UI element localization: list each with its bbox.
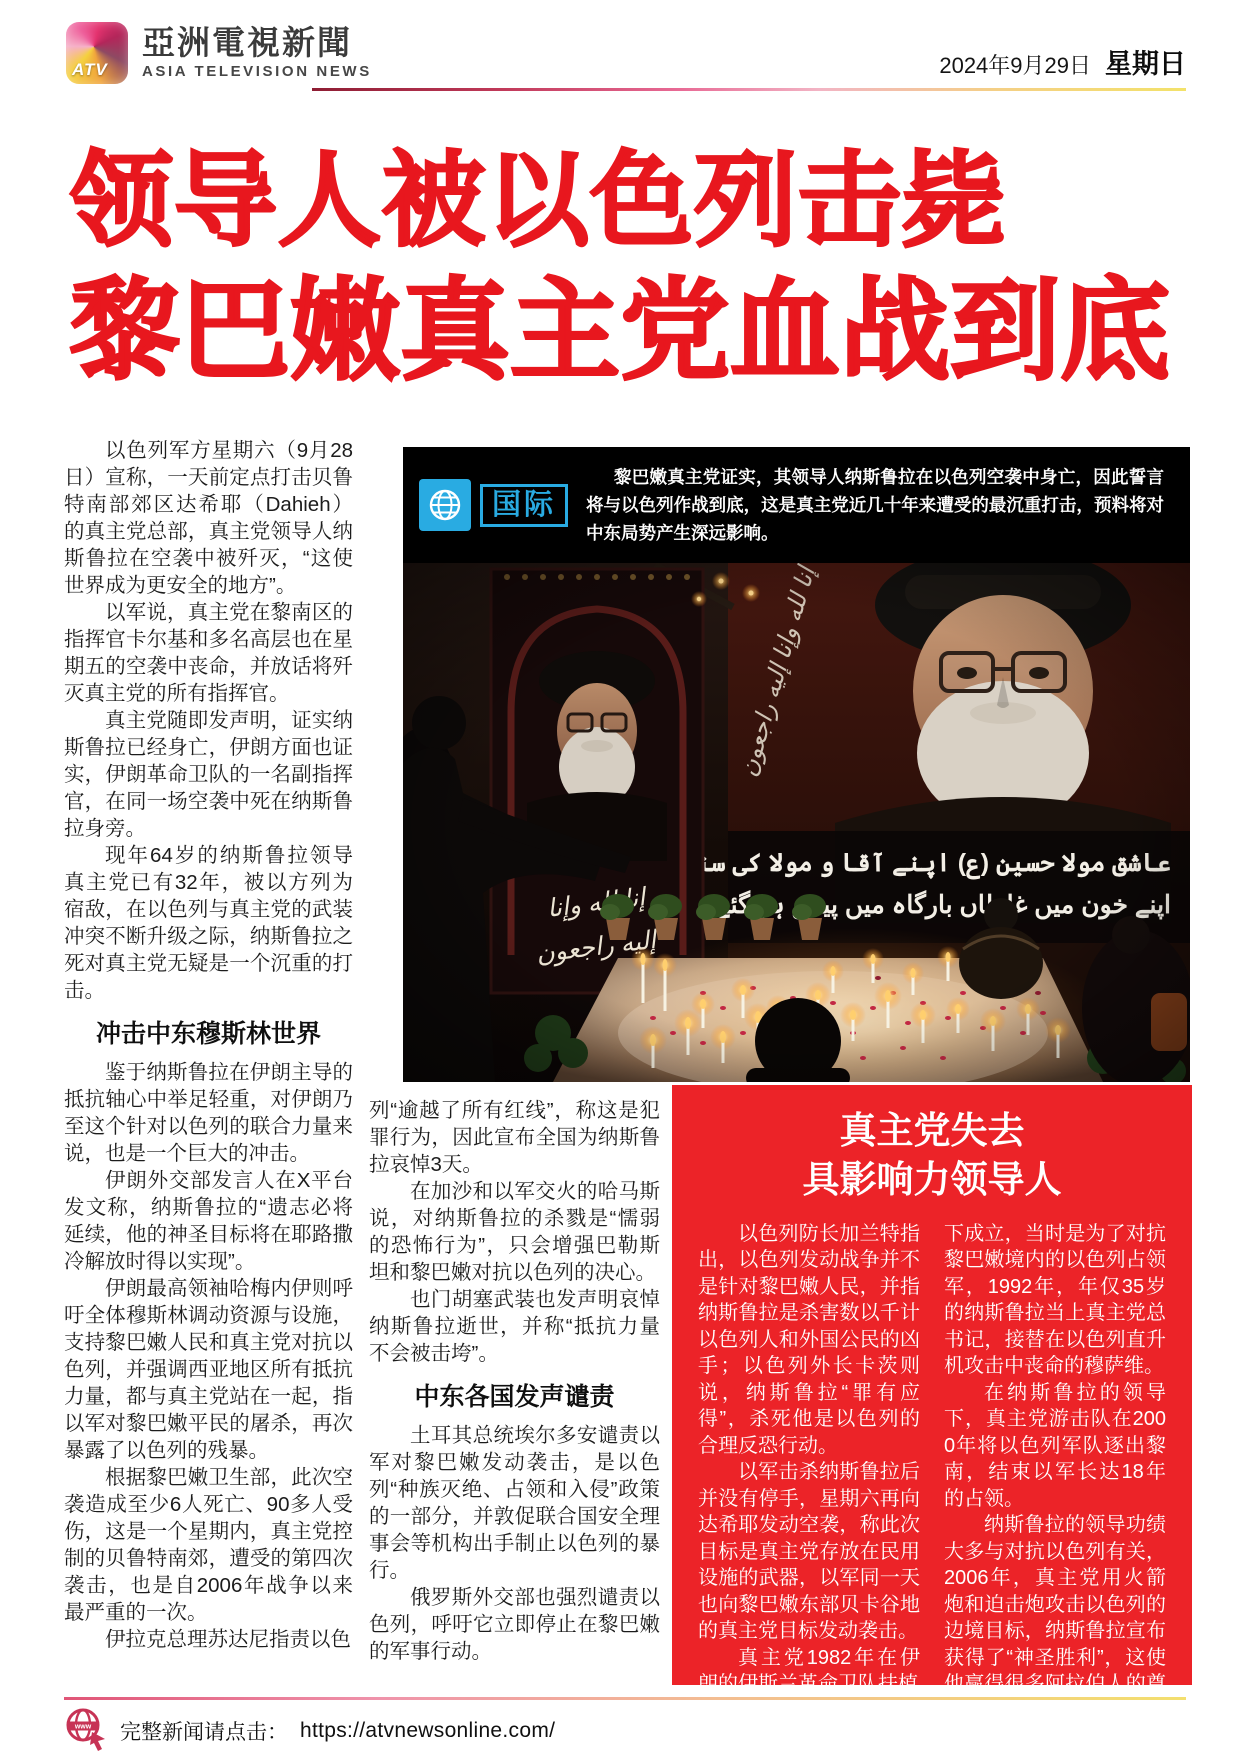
paragraph: 以军击杀纳斯鲁拉后并没有停手，星期六再向达希耶发动空袭，称此次目标是真主党存放在民用设施的武器，以军同一天也向黎巴嫩东部贝卡谷地的真主党目标发动袭击。 xyxy=(698,1461,920,1643)
left-paragraphs-1 xyxy=(64,437,353,1004)
paragraph: 在加沙和以军交火的哈马斯说，对纳斯鲁拉的杀戮是“懦弱的恐怖行为”，只会增强巴勒斯坦和黎巴嫩对抗以色列的决心。 xyxy=(369,1180,660,1284)
photo-caption: 黎巴嫩真主党证实，其领导人纳斯鲁拉在以色列空袭中身亡，因此誓言将与以色列作战到底，这是真主党近几十年来遭受的最沉重打击，预料将对中东局势产生深远影响。 xyxy=(586,467,1164,543)
paragraph: 俄罗斯外交部也强烈谴责以色列，呼吁它立即停止在黎巴嫩的军事行动。 xyxy=(369,1586,660,1663)
sidebar-title-line2: 具影响力领导人 xyxy=(802,1158,1062,1200)
issue-weekday: 星期日 xyxy=(1105,49,1186,79)
sidebar-column-2 xyxy=(944,1221,1166,1725)
paragraph: 鉴于纳斯鲁拉在伊朗主导的抵抗轴心中举足轻重，对伊朗乃至这个针对以色列的联合力量来说，也是一个巨大的冲击。 xyxy=(64,1061,353,1165)
atv-logo-text: ATV xyxy=(72,60,108,79)
footer-label: 完整新闻请点击： xyxy=(120,1720,288,1744)
photo-caption-bar xyxy=(403,447,1190,563)
masthead-rule xyxy=(312,88,1186,91)
subhead-condemnation: 中东各国发声谴责 xyxy=(414,1383,615,1411)
brand-name-cn: 亞洲電視新聞 xyxy=(142,23,352,61)
paragraph: 以色列军方星期六（9月28日）宣称，一天前定点打击贝鲁特南部郊区达希耶（Dahieh）的真主党总部，真主党领导人纳斯鲁拉在空袭中被歼灭，“这使世界成为更安全的地方”。 xyxy=(64,439,353,597)
footer xyxy=(62,1705,555,1756)
globe-icon xyxy=(419,479,471,531)
sidebar-columns xyxy=(698,1221,1166,1725)
sidebar-column-1 xyxy=(698,1221,920,1725)
paragraph: 真主党1982年在伊朗的伊斯兰革命卫队扶植 xyxy=(698,1646,920,1696)
paragraph: 列“逾越了所有红线”，称这是犯罪行为，因此宣布全国为纳斯鲁拉哀悼3天。 xyxy=(369,1099,660,1176)
main-headline xyxy=(70,128,1190,394)
footer-rule xyxy=(64,1697,1186,1700)
paragraph: 以军说，真主党在黎南区的指挥官卡尔基和多名高层也在星期五的空袭中丧命，并放话将歼灭真主党的所有指挥官。 xyxy=(64,601,353,705)
paragraph: 现年64岁的纳斯鲁拉领导真主党已有32年，被以方列为宿敌，在以色列与真主党的武装冲突不断升级之际，纳斯鲁拉之死对真主党无疑是一个沉重的打击。 xyxy=(64,844,353,1002)
article-column-middle xyxy=(369,1097,660,1665)
paragraph: 伊朗外交部发言人在X平台发文称，纳斯鲁拉的“遗志必将延续，他的神圣目标将在耶路撒冷解放时得以实现”。 xyxy=(64,1169,353,1273)
brand-names xyxy=(142,23,372,81)
sidebar-title xyxy=(698,1107,1166,1205)
news-photo xyxy=(403,447,1190,1082)
photo-scene xyxy=(403,563,1190,1082)
sidebar-story xyxy=(672,1085,1192,1722)
badge-label: 国际 xyxy=(480,484,568,527)
paragraph: 以色列防长加兰特指出，以色列发动战争并不是针对黎巴嫩人民，并指纳斯鲁拉是杀害数以千计以色列人和外国公民的凶手；以色列外长卡茨则说，纳斯鲁拉“罪有应得”，杀死他是以色列的合理反恐行动。 xyxy=(698,1222,920,1457)
mid-paragraphs-2 xyxy=(369,1422,660,1665)
www-globe-icon xyxy=(62,1705,108,1756)
paragraph: 也门胡塞武装也发声明哀悼纳斯鲁拉逝世，并称“抵抗力量不会被击垮”。 xyxy=(369,1288,660,1365)
dateline xyxy=(939,42,1186,81)
paragraph: 土耳其总统埃尔多安谴责以军对黎巴嫩发动袭击，是以色列“种族灭绝、占领和入侵”政策的一部分，并敦促联合国安全理事会等机构出手制止以色列的暴行。 xyxy=(369,1424,660,1582)
paragraph: 在纳斯鲁拉的领导下，真主党游击队在2000年将以色列军队逐出黎南，结束以军长达18年的占领。 xyxy=(944,1381,1166,1510)
issue-date: 2024年9月29日 xyxy=(939,53,1091,78)
footer-url[interactable]: https://atvnewsonline.com/ xyxy=(300,1718,556,1742)
headline-line2: 黎巴嫩真主党血战到底 xyxy=(70,270,1170,394)
paragraph: 伊朗最高领袖哈梅内伊则呼吁全体穆斯林调动资源与设施，支持黎巴嫩人民和真主党对抗以色列，并强调西亚地区所有抵抗力量，都与真主党站在一起，指以军对黎巴嫩平民的屠杀，再次暴露了以色列的残暴。 xyxy=(64,1277,353,1462)
paragraph: 真主党随即发声明，证实纳斯鲁拉已经身亡，伊朗方面也证实，伊朗革命卫队的一名副指挥官，在同一场空袭中死在纳斯鲁拉身旁。 xyxy=(64,709,353,840)
subhead-muslim-world: 冲击中东穆斯林世界 xyxy=(95,1020,321,1048)
article-column-left xyxy=(64,437,353,1653)
headline-line1: 领导人被以色列击毙 xyxy=(70,143,1006,258)
brand-name-en: ASIA TELEVISION NEWS xyxy=(142,63,372,81)
international-badge xyxy=(419,479,568,531)
mid-paragraphs-1 xyxy=(369,1097,660,1367)
sidebar-title-line1: 真主党失去 xyxy=(839,1110,1025,1151)
atv-logo-icon xyxy=(66,22,128,84)
atv-logo xyxy=(66,22,372,84)
paragraph: 伊拉克总理苏达尼指责以色 xyxy=(105,1628,351,1651)
left-paragraphs-2 xyxy=(64,1059,353,1653)
scene-vignette xyxy=(403,563,1190,1082)
svg-text:www: www xyxy=(74,1723,92,1731)
paragraph: 下成立，当时是为了对抗黎巴嫩境内的以色列占领军，1992年，年仅35岁的纳斯鲁拉当上真主党总书记，接替在以色列直升机攻击中丧命的穆萨维。 xyxy=(944,1222,1166,1378)
paragraph: 根据黎巴嫩卫生部，此次空袭造成至少6人死亡、90多人受伤，这是一个星期内，真主党控制的贝鲁特南郊，遭受的第四次袭击，也是自2006年战争以来最严重的一次。 xyxy=(64,1466,353,1624)
paragraph: 纳斯鲁拉的领导功绩大多与对抗以色列有关，2006年，真主党用火箭炮和迫击炮攻击以色列的边境目标，纳斯鲁拉宣布获得了“神圣胜利”，这使他赢得很多阿拉伯人的尊敬。 xyxy=(944,1514,1166,1722)
